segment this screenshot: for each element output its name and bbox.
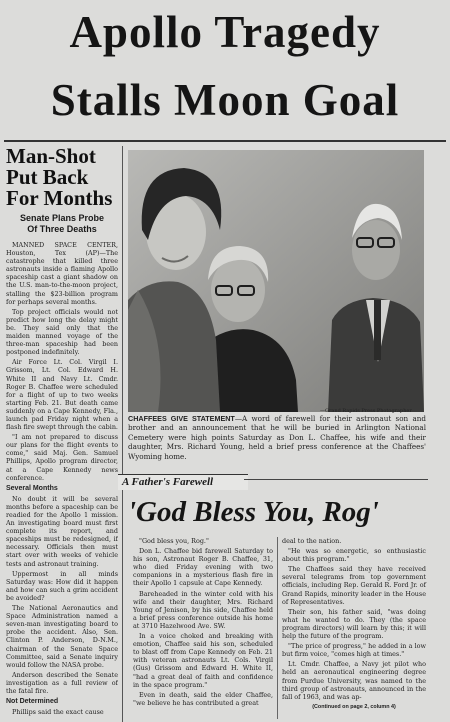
news-photo	[128, 150, 424, 412]
photo-caption	[128, 414, 426, 461]
kicker-rule	[244, 479, 428, 480]
column-divider	[277, 537, 278, 719]
paragraph: The Chaffees said they have received several telegrams from top government officials, including Rep. Gerald R. Ford Jr. of Grand Rapids, minority leader in the House of Representatives.	[282, 565, 426, 606]
left-deck	[6, 213, 118, 235]
paragraph: Top project officials would not predict how long the delay might be. They said only that the maiden manned voyage of the three-man spaceship had been postponed indefinitely.	[6, 307, 118, 357]
paragraph: The National Aeronautics and Space Administration named a seven-man investigating board to probe the accident. Also, Sen. Clinton P. Anderson, D-N.M., chairman of the Senate Space Committee, said a Senate inquiry would follow the NASA probe.	[6, 604, 118, 669]
paragraph: "The price of progress," he added in a low but firm voice, "comes high at times."	[282, 642, 426, 659]
paragraph: Don L. Chaffee bid farewell Saturday to his son, Astronaut Roger B. Chaffee, 31, who died Friday evening with two companions in a mysterious flash fire in their Apollo 1 capsule at Cape Kennedy.	[133, 547, 273, 588]
headline-line-2: Stalls Moon Goal	[50, 75, 400, 125]
section-heading: Several Months	[6, 484, 58, 492]
paragraph: deal to the nation.	[282, 537, 342, 545]
paragraph: Lt. Cmdr. Chaffee, a Navy jet pilot who held an aeronautical engineering degree from Purdue University, was named to the third group of astronauts, announced in the fall of 1963, and was ap-	[282, 660, 426, 701]
subhead-line: For Months	[6, 186, 113, 210]
left-body	[6, 241, 118, 716]
column-divider	[122, 146, 123, 722]
paragraph: MANNED SPACE CENTER, Houston, Tex (AP)—The catastrophe that killed three astronauts inside a flaming Apollo spaceship cast a giant shadow on the U.S. man-to-the-moon project, stalling the $23-billion program for perhaps several months.	[6, 241, 118, 306]
caption-text: —A word of farewell for their astronaut son and brother and an announcement that he will be buried in Arlington National Cemetery were high points Saturday as Don L. Chaffee, his wife and their daughter, Mrs. Richard Young, held a brief press conference at the Chaffees' Wyoming home.	[128, 414, 426, 461]
paragraph: "I am not prepared to discuss our plans for the flight events to come," said Maj. Gen. Samuel Phillips, Apollo program director, at a Cape Kennedy news conference.	[6, 433, 118, 482]
farewell-column-2	[282, 537, 426, 711]
headline-line-1: Apollo Tragedy	[69, 7, 381, 57]
paragraph: Uppermost in all minds Saturday was: How did it happen and how can such a grim accident be avoided?	[6, 569, 118, 602]
subhead-line: Man-Shot	[6, 146, 96, 168]
paragraph: Their son, his father said, "was doing what he wanted to do. They (the space program directors) will learn by this; it will help the future of the program.	[282, 607, 426, 641]
farewell-column-1	[133, 537, 273, 709]
paragraph: Even in death, said the elder Chaffee, "we believe he has contributed a great	[133, 690, 273, 707]
story-kicker: A Father's Farewell	[118, 474, 248, 490]
headline-rule	[4, 140, 446, 142]
left-subhead	[6, 146, 118, 209]
subhead-line: Put Back	[6, 165, 89, 189]
farewell-headline: 'God Bless You, Rog'	[128, 496, 379, 528]
photo-credit: —Grand Rapids Press Photographer	[320, 408, 412, 414]
paragraph: In a voice choked and breaking with emotion, Chaffee said his son, scheduled to blast off from Cape Kennedy on Feb. 21 with veteran astronauts Lt. Cols. Virgil (Gus) Grissom and Edward H. White II, "had a great deal of faith and confidence in the space program."	[133, 632, 273, 689]
paragraph: Phillips said the exact cause	[12, 708, 104, 717]
deck-line: Of Three Deaths	[27, 224, 97, 234]
deck-line: Senate Plans Probe	[19, 213, 105, 223]
caption-lead: CHAFFEES GIVE STATEMENT	[128, 414, 235, 423]
paragraph: "God bless you, Rog."	[139, 537, 209, 545]
paragraph: No doubt it will be several months before a spaceship can be readied for the Apollo 1 mission. An investigating board must first complete its report, and spaceships must be redesigned, if necessary. Officials then must start over with weeks of vehicle tests and astronaut training.	[6, 494, 118, 568]
paragraph: Anderson described the Senate investigation as a full review of the fatal fire.	[6, 670, 118, 695]
left-story	[6, 146, 118, 722]
section-heading: Not Determined	[6, 698, 59, 706]
photo-illustration	[128, 150, 424, 412]
paragraph: Bareheaded in the winter cold with his wife and their daughter, Mrs. Richard Young of Jenison, by his side, Chaffee held a brief press conference outside his home at 3710 Hazelwood Ave. SW.	[133, 589, 273, 630]
continued-note: (Continued on page 2, column 4)	[312, 703, 396, 710]
paragraph: "He was so energetic, so enthusiastic about this program."	[282, 547, 426, 564]
paragraph: Air Force Lt. Col. Virgil I. Grissom, Lt. Col. Edward H. White II and Navy Lt. Cmdr. Roger B. Chaffee were scheduled for a flight of up to two weeks starting Feb. 21. But death came suddenly on a Cape Kennedy, Fla., launch pad Friday night when a flash fire swept through the cabin.	[6, 358, 118, 432]
